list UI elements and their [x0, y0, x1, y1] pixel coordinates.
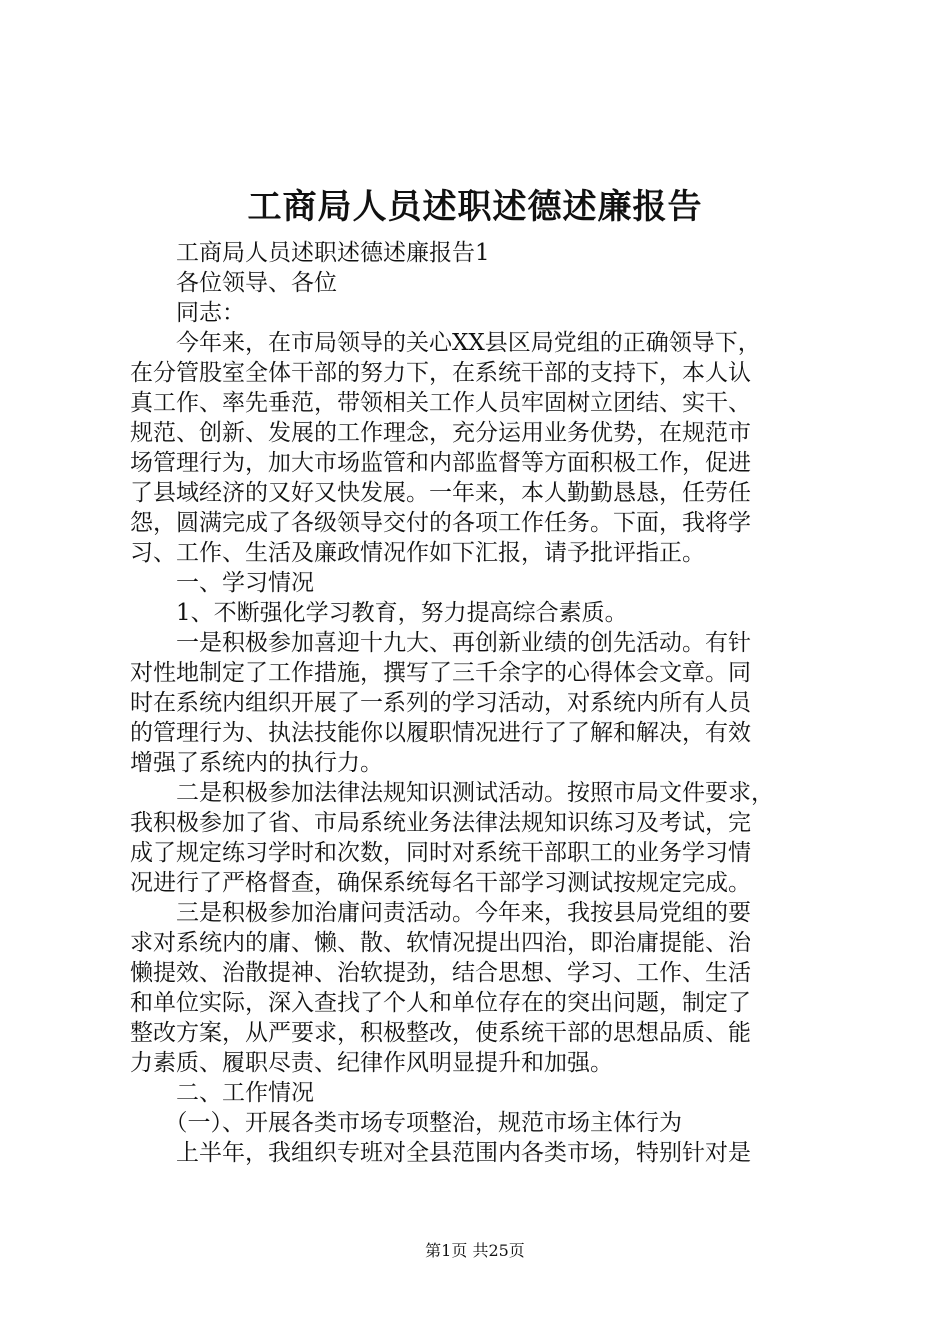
body-text-line: 真工作、率先垂范，带领相关工作人员牢固树立团结、实干、 — [130, 390, 751, 416]
body-text-line: 对性地制定了工作措施，撰写了三千余字的心得体会文章。同 — [130, 660, 751, 686]
body-text-line: 二是积极参加法律法规知识测试活动。按照市局文件要求， — [130, 780, 774, 806]
body-text-line: 三是积极参加治庸问责活动。今年来，我按县局党组的要 — [130, 900, 751, 926]
body-text-line: 一、学习情况 — [130, 570, 314, 596]
body-text-line: 了县域经济的又好又快发展。一年来，本人勤勤恳恳，任劳任 — [130, 480, 751, 506]
body-text-line: （一）、开展各类市场专项整治，规范市场主体行为 — [130, 1110, 682, 1136]
body-text-line: 1、不断强化学习教育，努力提高综合素质。 — [130, 600, 628, 626]
body-text-line: 习、工作、生活及廉政情况作如下汇报，请予批评指正。 — [130, 540, 705, 566]
body-text-line: 怨，圆满完成了各级领导交付的各项工作任务。下面，我将学 — [130, 510, 751, 536]
body-text-line: 求对系统内的庸、懒、散、软情况提出四治，即治庸提能、治 — [130, 930, 751, 956]
body-text-line: 二、工作情况 — [130, 1080, 314, 1106]
body-text-line: 懒提效、治散提神、治软提劲，结合思想、学习、工作、生活 — [130, 960, 751, 986]
body-text-line: 我积极参加了省、市局系统业务法律法规知识练习及考试，完 — [130, 810, 751, 836]
document-title: 工商局人员述职述德述廉报告 — [247, 187, 703, 227]
body-text-line: 力素质、履职尽责、纪律作风明显提升和加强。 — [130, 1050, 613, 1076]
body-text-line: 规范、创新、发展的工作理念，充分运用业务优势，在规范市 — [130, 420, 751, 446]
body-text-line: 和单位实际，深入查找了个人和单位存在的突出问题，制定了 — [130, 990, 751, 1016]
body-text-line: 场管理行为，加大市场监管和内部监督等方面积极工作，促进 — [130, 450, 751, 476]
page-footer: 第1页 共25页 — [425, 1241, 525, 1260]
body-text-line: 一是积极参加喜迎十九大、再创新业绩的创先活动。有针 — [130, 630, 751, 656]
body-text-line: 的管理行为、执法技能你以履职情况进行了了解和解决，有效 — [130, 720, 751, 746]
body-text-line: 同志： — [130, 300, 245, 326]
body-text-line: 在分管股室全体干部的努力下，在系统干部的支持下，本人认 — [130, 360, 751, 386]
body-text-line: 况进行了严格督查，确保系统每名干部学习测试按规定完成。 — [130, 870, 751, 896]
body-text-line: 各位领导、各位 — [130, 270, 337, 296]
body-text-line: 成了规定练习学时和次数，同时对系统干部职工的业务学习情 — [130, 840, 751, 866]
body-text-line: 时在系统内组织开展了一系列的学习活动，对系统内所有人员 — [130, 690, 751, 716]
body-text-line: 上半年，我组织专班对全县范围内各类市场，特别针对是 — [130, 1140, 751, 1166]
body-text-line: 今年来，在市局领导的关心XX县区局党组的正确领导下， — [130, 330, 761, 356]
body-text-line: 工商局人员述职述德述廉报告1 — [130, 240, 490, 266]
document-body — [130, 238, 830, 1168]
body-text-line: 整改方案，从严要求，积极整改，使系统干部的思想品质、能 — [130, 1020, 751, 1046]
body-text-line: 增强了系统内的执行力。 — [130, 750, 383, 776]
